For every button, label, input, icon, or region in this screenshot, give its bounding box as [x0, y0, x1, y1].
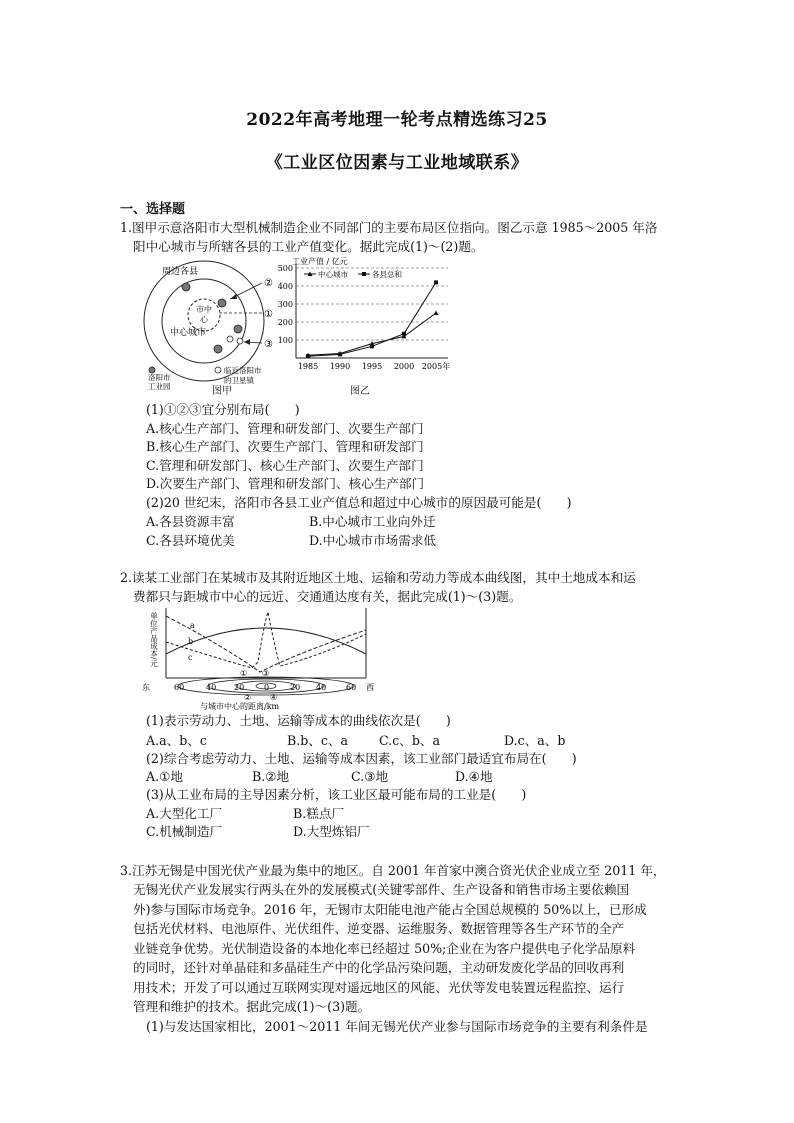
chart-point [434, 311, 439, 316]
q2-sub3: (3)从工业布局的主导因素分析，该工业区最可能布局的工业是( ) [146, 787, 527, 802]
fig2-xlabel: 与城市中心的距离/km [200, 702, 280, 711]
legend-town-label-1: 临近洛阳市 [224, 366, 262, 375]
chart-point [306, 354, 310, 358]
chart-y-tick-label: 300 [277, 300, 293, 309]
page-subtitle: 《工业区位因素与工业地域联系》 [265, 153, 529, 173]
curve-label-a: a [190, 621, 195, 630]
q1-sub1-option-b[interactable]: B.核心生产部门、次要生产部门、管理和研发部门 [146, 439, 424, 454]
legend-label-city: 中心城市 [318, 270, 348, 279]
chart-x-tick-label: 1985 [297, 362, 319, 371]
chart-ylabel: 工业产值 / 亿元 [292, 257, 348, 266]
q3-line-3: 外)参与国际市场竞争。2016 年，无锡市太阳能电池产能占全国总规模的 50%以上，已形成 [133, 902, 647, 917]
page-title: 2022年高考地理一轮考点精选练习25 [246, 110, 548, 130]
figure-b-caption: 图乙 [350, 386, 370, 397]
area-1: ① [240, 669, 248, 678]
chart-point [402, 332, 406, 336]
chart-y-tick-label: 200 [277, 318, 293, 327]
tick-label: 60 [346, 683, 357, 692]
mid-label: 中心城市 [170, 328, 207, 338]
q2-sub3-option-c[interactable]: C.机械制造厂 [146, 824, 223, 839]
q1-sub1-option-c[interactable]: C.管理和研发部门、核心生产部门、次要生产部门 [146, 458, 424, 473]
legend-marker-counties [362, 272, 366, 276]
chart-x-tick-label: 2000 [393, 362, 415, 371]
q1-sub2-option-a[interactable]: A.各县资源丰富 [146, 514, 235, 529]
figure-b-chart [270, 256, 455, 382]
arrow-head [230, 294, 237, 299]
q2-sub1-option-c[interactable]: C.c、b、a [379, 733, 441, 748]
q3-line-7: 用技术；开发了可以通过互联网实现对遥远地区的风能、光伏等发电装置远程监控、运行 [133, 980, 625, 995]
legend-town-label-2: 的卫星镇 [224, 376, 254, 385]
industrial-park-marker [234, 325, 242, 333]
q1-sub2-option-d[interactable]: D.中心城市市场需求低 [309, 533, 436, 548]
q1-sub2-option-b[interactable]: B.中心城市工业向外迁 [309, 514, 436, 529]
area-3: ③ [262, 669, 270, 678]
q2-sub2-option-b[interactable]: B.②地 [252, 769, 290, 784]
tick-label: 20 [234, 683, 245, 692]
q2-sub1-option-d[interactable]: D.c、a、b [504, 733, 566, 748]
q2-sub2-option-c[interactable]: C.③地 [351, 769, 389, 784]
q3-line-6: 的同时，还针对单晶硅和多晶硅生产中的化学品污染问题，主动研发废化学品的回收再利 [133, 960, 625, 975]
tick-label: 40 [316, 683, 327, 692]
q1-sub2-option-c[interactable]: C.各县环境优美 [146, 533, 235, 548]
q3-line-1: 3.江苏无锡是中国光伏产业最为集中的地区。自 2001 年首家中澳合资光伏企业成立至 2011 年， [120, 863, 666, 878]
west-label: 西 [366, 683, 374, 692]
chart-x-tick-label: 1990 [329, 362, 351, 371]
arrow-head [244, 339, 250, 345]
figure-a-caption: 图甲 [212, 386, 232, 397]
q1-sub1-option-a[interactable]: A.核心生产部门、管理和研发部门、次要生产部门 [146, 421, 424, 436]
tick-label: 40 [206, 683, 217, 692]
tick-label: 0 [264, 683, 270, 692]
q2-sub3-option-a[interactable]: A.大型化工厂 [146, 806, 223, 821]
area-2: ② [244, 693, 252, 702]
center-label-1: 市中 [196, 305, 212, 314]
marker-2: ② [264, 278, 273, 289]
figure-a-diagram [140, 259, 290, 399]
q1-sub1: (1)①②③宜分别布局( ) [146, 402, 300, 417]
q3-line-4: 包括光伏材料、电池原件、光伏组件、逆变器、运维服务、数据管理等各生产环节的全产 [133, 921, 625, 936]
curve-label-c: c [188, 653, 193, 662]
tick-label: 20 [290, 683, 301, 692]
curve-label-b: b [188, 637, 194, 646]
q1-sub2: (2)20 世纪末，洛阳市各县工业产值总和超过中心城市的原因最可能是( ) [146, 495, 572, 510]
q3-sub1: (1)与发达国家相比，2001～2011 年间无锡光伏产业参与国际市场竞争的主要有利条件是 [146, 1019, 648, 1034]
industrial-park-marker [182, 283, 190, 291]
chart-point [434, 280, 438, 284]
chart-y-tick-label: 400 [277, 282, 293, 291]
q1-sub1-option-d[interactable]: D.次要生产部门、管理和研发部门、核心生产部门 [146, 476, 425, 491]
industrial-park-marker [214, 345, 222, 353]
east-label: 东 [142, 683, 150, 692]
q1-stem-line-2: 阳中心城市与所辖各县的工业产值变化。据此完成(1)～(2)题。 [133, 239, 484, 254]
q2-stem-line-1: 2.读某工业部门在某城市及其附近地区土地、运输和劳动力等成本曲线图，其中土地成本和运 [120, 570, 636, 585]
q2-sub2: (2)综合考虑劳动力、土地、运输等成本因素，该工业部门最适宜布局在( ) [146, 751, 577, 766]
satellite-town-marker [227, 336, 233, 342]
marker-1: ① [264, 309, 273, 320]
chart-x-tick-label: 2005年 [421, 362, 451, 371]
satellite-town-marker [237, 338, 243, 344]
q2-sub2-option-d[interactable]: D.④地 [455, 769, 493, 784]
q2-sub1-option-a[interactable]: A.a、b、c [146, 733, 207, 748]
center-label-2: 心 [200, 315, 208, 324]
outer-label: 周边各县 [162, 267, 199, 277]
q1-stem-line-1: 1.图甲示意洛阳市大型机械制造企业不同部门的主要布局区位指向。图乙示意 1985～2005 年洛 [120, 220, 658, 235]
q2-sub2-option-a[interactable]: A.①地 [146, 769, 183, 784]
area-4: ④ [270, 693, 278, 702]
q3-line-8: 管理和维护的技术。据此完成(1)～(3)题。 [133, 999, 371, 1014]
section-heading: 一、选择题 [120, 202, 186, 217]
chart-point [370, 344, 374, 348]
q2-stem-line-2: 费都只与距城市中心的远近、交通通达度有关，据此完成(1)～(3)题。 [133, 589, 522, 604]
legend-label-counties: 各县总和 [372, 270, 402, 279]
legend-town-icon [215, 367, 221, 373]
tick-label: 60 [174, 683, 185, 692]
q2-sub1-option-b[interactable]: B.b、c、a [287, 733, 349, 748]
q3-line-2: 无锡光伏产业发展实行两头在外的发展模式(关键零部件、生产设备和销售市场主要依赖国 [133, 882, 630, 897]
marker-3: ③ [264, 339, 273, 350]
chart-y-tick-label: 500 [277, 264, 293, 273]
q2-sub1: (1)表示劳动力、土地、运输等成本的曲线依次是( ) [146, 713, 451, 728]
q2-sub3-option-d[interactable]: D.大型炼铝厂 [293, 824, 370, 839]
chart-x-tick-label: 1995 [361, 362, 383, 371]
legend-park-label-2: 工业园 [148, 382, 171, 391]
fig2-ylabel: 单位产品成本/元 [149, 612, 159, 668]
chart-series-line-0 [308, 313, 436, 355]
curve-a [166, 616, 366, 672]
figure-2-cost-curves [140, 604, 376, 712]
q2-sub3-option-b[interactable]: B.糕点厂 [293, 806, 345, 821]
chart-point [338, 352, 342, 356]
q3-line-5: 业链竞争优势。光伏制造设备的本地化率已经超过 50%;企业在为客户提供电子化学品原料 [133, 941, 636, 956]
chart-y-tick-label: 100 [277, 336, 293, 345]
industrial-park-marker [218, 299, 226, 307]
legend-park-label-1: 洛阳市 [148, 373, 171, 382]
